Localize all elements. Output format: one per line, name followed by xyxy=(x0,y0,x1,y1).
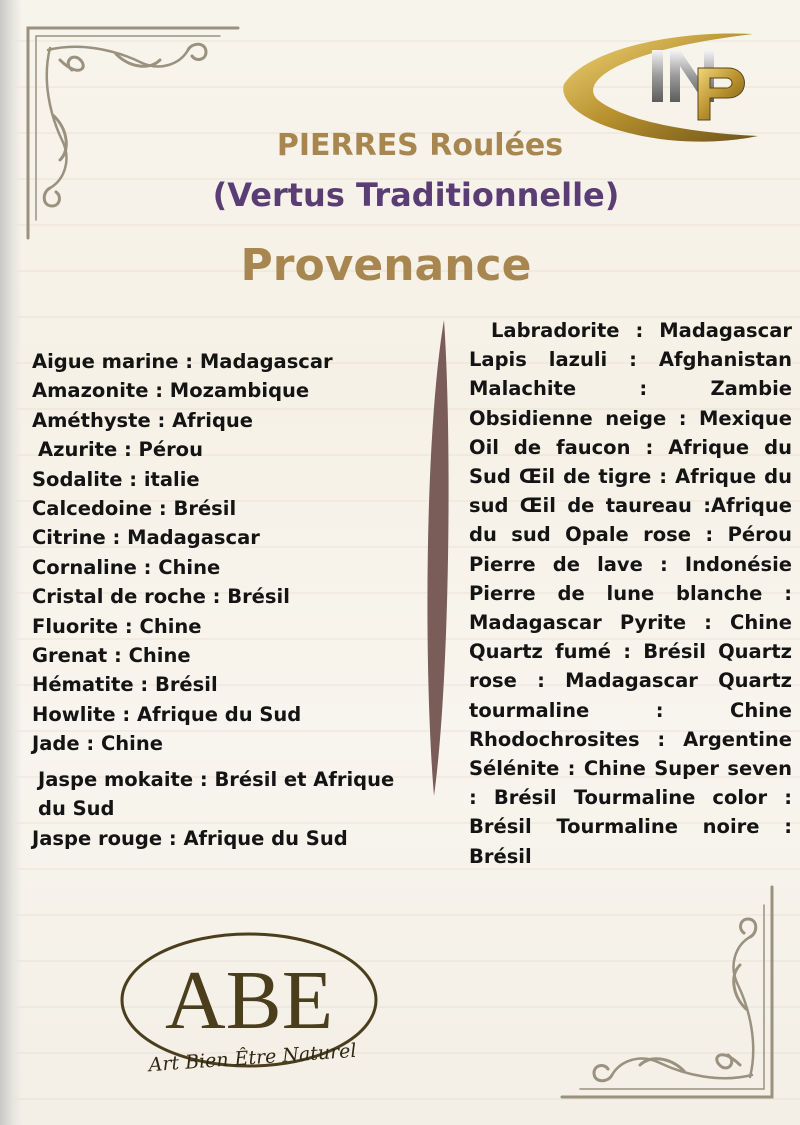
list-item: Citrine : Madagascar xyxy=(32,526,260,550)
corner-ornament-bottom-right-icon xyxy=(555,880,780,1105)
list-item: Cristal de roche : Brésil xyxy=(32,585,290,609)
list-item: Améthyste : Afrique xyxy=(32,408,254,432)
page-title: PIERRES Roulées xyxy=(276,128,564,163)
section-title: Provenance xyxy=(240,240,532,291)
list-item: Obsidienne neige : Mexique xyxy=(469,406,792,430)
list-item: Jaspe rouge : Afrique du Sud xyxy=(32,826,348,850)
abe-logo-text: ABE xyxy=(165,954,333,1047)
page-subtitle: (Vertus Traditionnelle) xyxy=(212,176,620,214)
right-stone-list xyxy=(469,316,792,871)
list-item: Sélénite : Chine xyxy=(469,757,646,781)
left-stone-list xyxy=(32,347,427,853)
list-item: Cornaline : Chine xyxy=(32,555,221,579)
abe-logo-tagline: Art Bien Être Naturel xyxy=(147,1039,358,1077)
list-item: Malachite : Zambie xyxy=(469,377,792,401)
list-item: Calcedoine : Brésil xyxy=(32,497,237,521)
list-item: Howlite : Afrique du Sud xyxy=(32,702,302,726)
column-divider-icon xyxy=(420,318,460,798)
list-item: Œil de tigre : Afrique du sud xyxy=(469,465,793,518)
list-item: Pyrite : Chine xyxy=(619,611,793,635)
list-item: Quartz rose : Madagascar xyxy=(469,640,792,693)
list-item: Pierre de lune blanche : Madagascar xyxy=(469,581,792,635)
list-item: Amazonite : Mozambique xyxy=(32,379,310,403)
list-item: Aigue marine : Madagascar xyxy=(32,350,333,373)
list-item: Oil de faucon : Afrique du Sud xyxy=(469,435,792,489)
list-item: Quartz tourmaline : Chine xyxy=(469,669,792,722)
list-item: Tourmaline noire : Brésil xyxy=(469,815,792,868)
list-item: Jade : Chine xyxy=(32,732,163,756)
list-item: Hématite : Brésil xyxy=(32,673,218,697)
list-item: Pierre de lave : Indonésie xyxy=(469,552,792,576)
list-item: Fluorite : Chine xyxy=(32,614,202,638)
list-item: Labradorite : Madagascar xyxy=(491,319,792,342)
list-item: Lapis lazuli : Afghanistan xyxy=(469,348,792,372)
list-item: Super seven : Brésil xyxy=(469,757,792,810)
page-edge-shadow xyxy=(0,0,22,1125)
abe-logo-icon xyxy=(118,928,380,1083)
list-item: Rhodochrosites : Argentine xyxy=(469,727,792,751)
list-item: Opale rose : Pérou xyxy=(565,523,793,547)
list-item: Quartz fumé : Brésil xyxy=(469,640,706,664)
list-item: Sodalite : italie xyxy=(32,467,200,491)
list-item: Tourmaline color : Brésil xyxy=(469,786,792,839)
list-item: Grenat : Chine xyxy=(32,644,191,668)
list-item: Azurite : Pérou xyxy=(38,438,203,462)
list-item: Œil de taureau :Afrique du sud xyxy=(469,494,792,547)
list-item: Jaspe mokaite : Brésil et Afrique du Sud xyxy=(38,767,395,821)
